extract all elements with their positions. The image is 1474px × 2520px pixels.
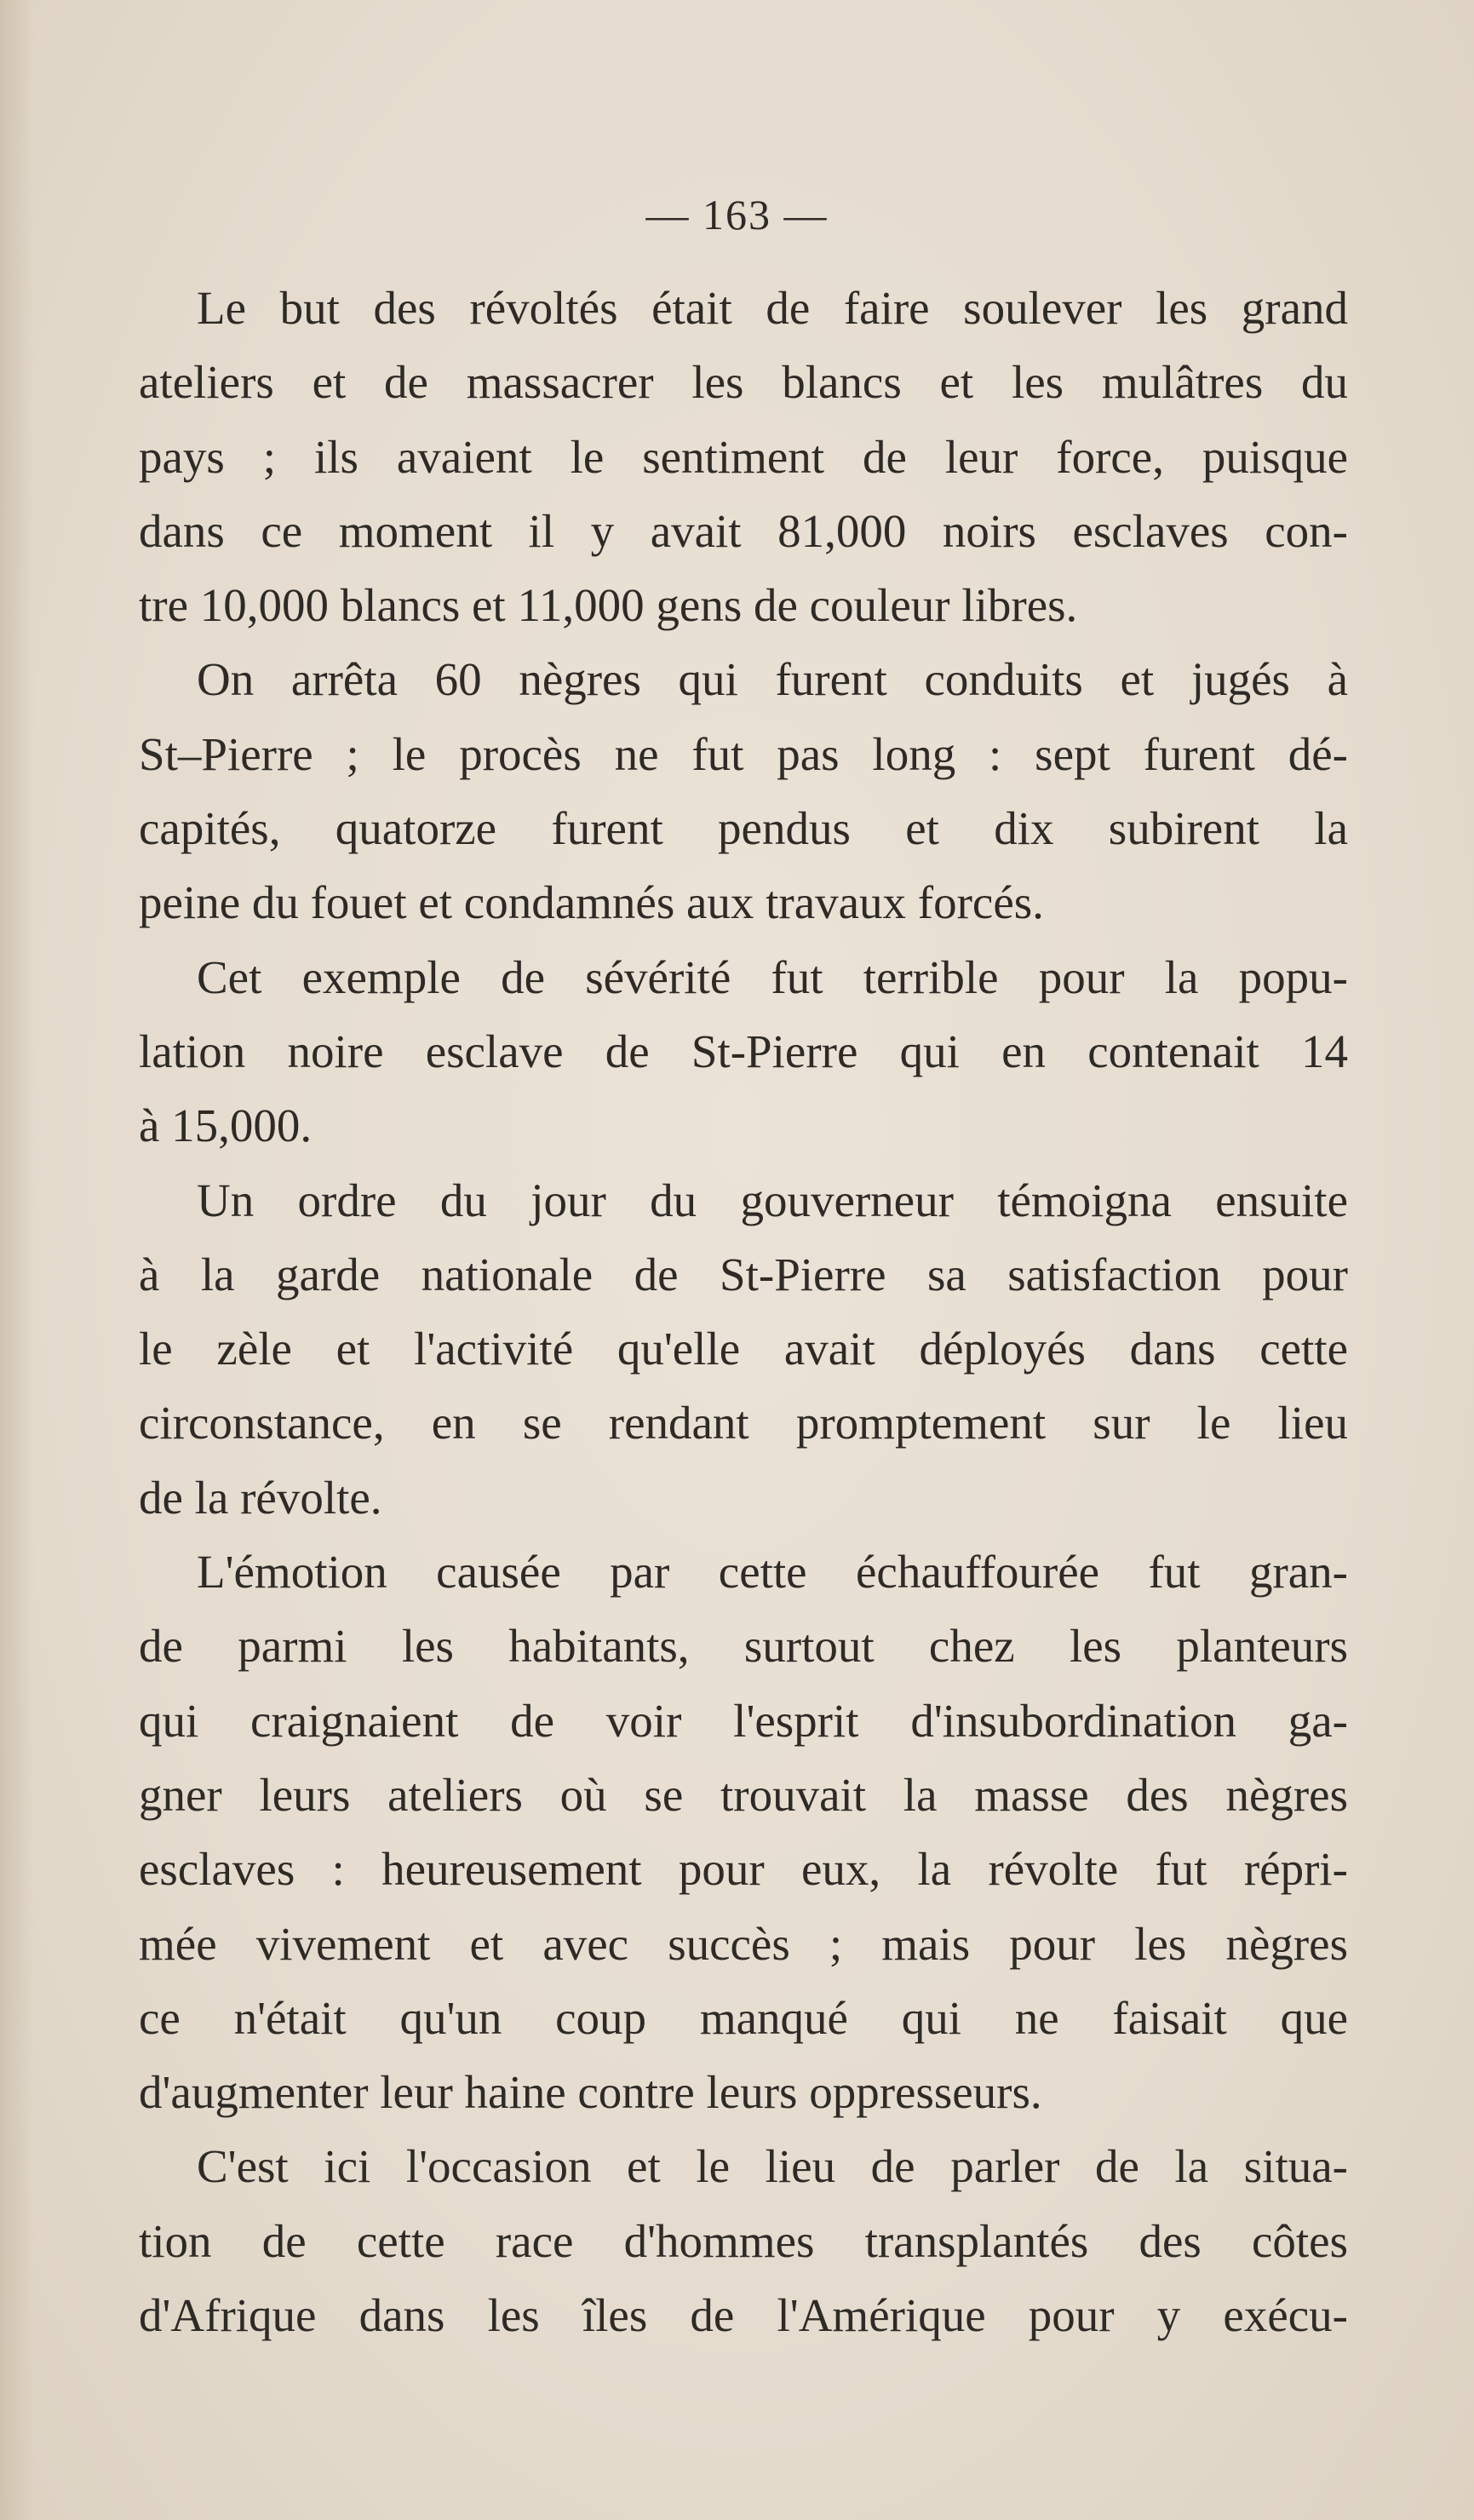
page-number: — 163 —	[645, 191, 829, 238]
body-text	[139, 271, 1348, 2352]
text-line: qui craignaient de voir l'esprit d'insubordination ga-	[139, 1694, 1348, 1747]
text-line: On arrêta 60 nègres qui furent conduits et jugés à	[197, 653, 1348, 706]
text-line: le zèle et l'activité qu'elle avait déployés dans cette	[139, 1323, 1348, 1375]
text-line: ateliers et de massacrer les blancs et les mulâtres du	[139, 356, 1348, 409]
text-line: tion de cette race d'hommes transplantés des côtes	[139, 2214, 1348, 2267]
text-line: d'Afrique dans les îles de l'Amérique pour y exécu-	[139, 2289, 1348, 2342]
text-line: Cet exemple de sévérité fut terrible pour la popu-	[197, 950, 1348, 1003]
text-line: pays ; ils avaient le sentiment de leur force, puisque	[139, 430, 1348, 483]
text-line: ce n'était qu'un coup manqué qui ne faisait que	[139, 1991, 1348, 2044]
text-line: tre 10,000 blancs et 11,000 gens de couleur libres.	[139, 579, 1078, 632]
text-line: gner leurs ateliers où se trouvait la masse des nègres	[139, 1768, 1348, 1821]
text-line: Le but des révoltés était de faire soulever les grand	[197, 282, 1348, 334]
text-line: mée vivement et avec succès ; mais pour les nègres	[139, 1917, 1348, 1970]
text-line: d'augmenter leur haine contre leurs oppresseurs.	[139, 2066, 1042, 2119]
text-line: capités, quatorze furent pendus et dix subirent la	[139, 802, 1348, 855]
text-line: Un ordre du jour du gouverneur témoigna ensuite	[197, 1174, 1348, 1226]
text-line: peine du fouet et condamnés aux travaux forcés.	[139, 876, 1044, 929]
text-line: lation noire esclave de St-Pierre qui en contenait 14	[139, 1025, 1348, 1077]
text-line: C'est ici l'occasion et le lieu de parler de la situa-	[197, 2140, 1348, 2193]
text-line: de parmi les habitants, surtout chez les planteurs	[139, 1620, 1348, 1673]
text-line: de la révolte.	[139, 1471, 382, 1524]
page-gutter-shadow	[0, 0, 34, 2520]
text-line: L'émotion causée par cette échauffourée fut gran-	[197, 1546, 1348, 1599]
text-line: dans ce moment il y avait 81,000 noirs esclaves con-	[139, 504, 1348, 557]
text-line: à la garde nationale de St-Pierre sa satisfaction pour	[139, 1248, 1348, 1300]
text-line: à 15,000.	[139, 1099, 313, 1152]
text-line: circonstance, en se rendant promptement sur le lieu	[139, 1397, 1348, 1449]
text-line: St–Pierre ; le procès ne fut pas long : sept furent dé-	[139, 727, 1348, 780]
text-line: esclaves : heureusement pour eux, la révolte fut répri-	[139, 1843, 1348, 1896]
